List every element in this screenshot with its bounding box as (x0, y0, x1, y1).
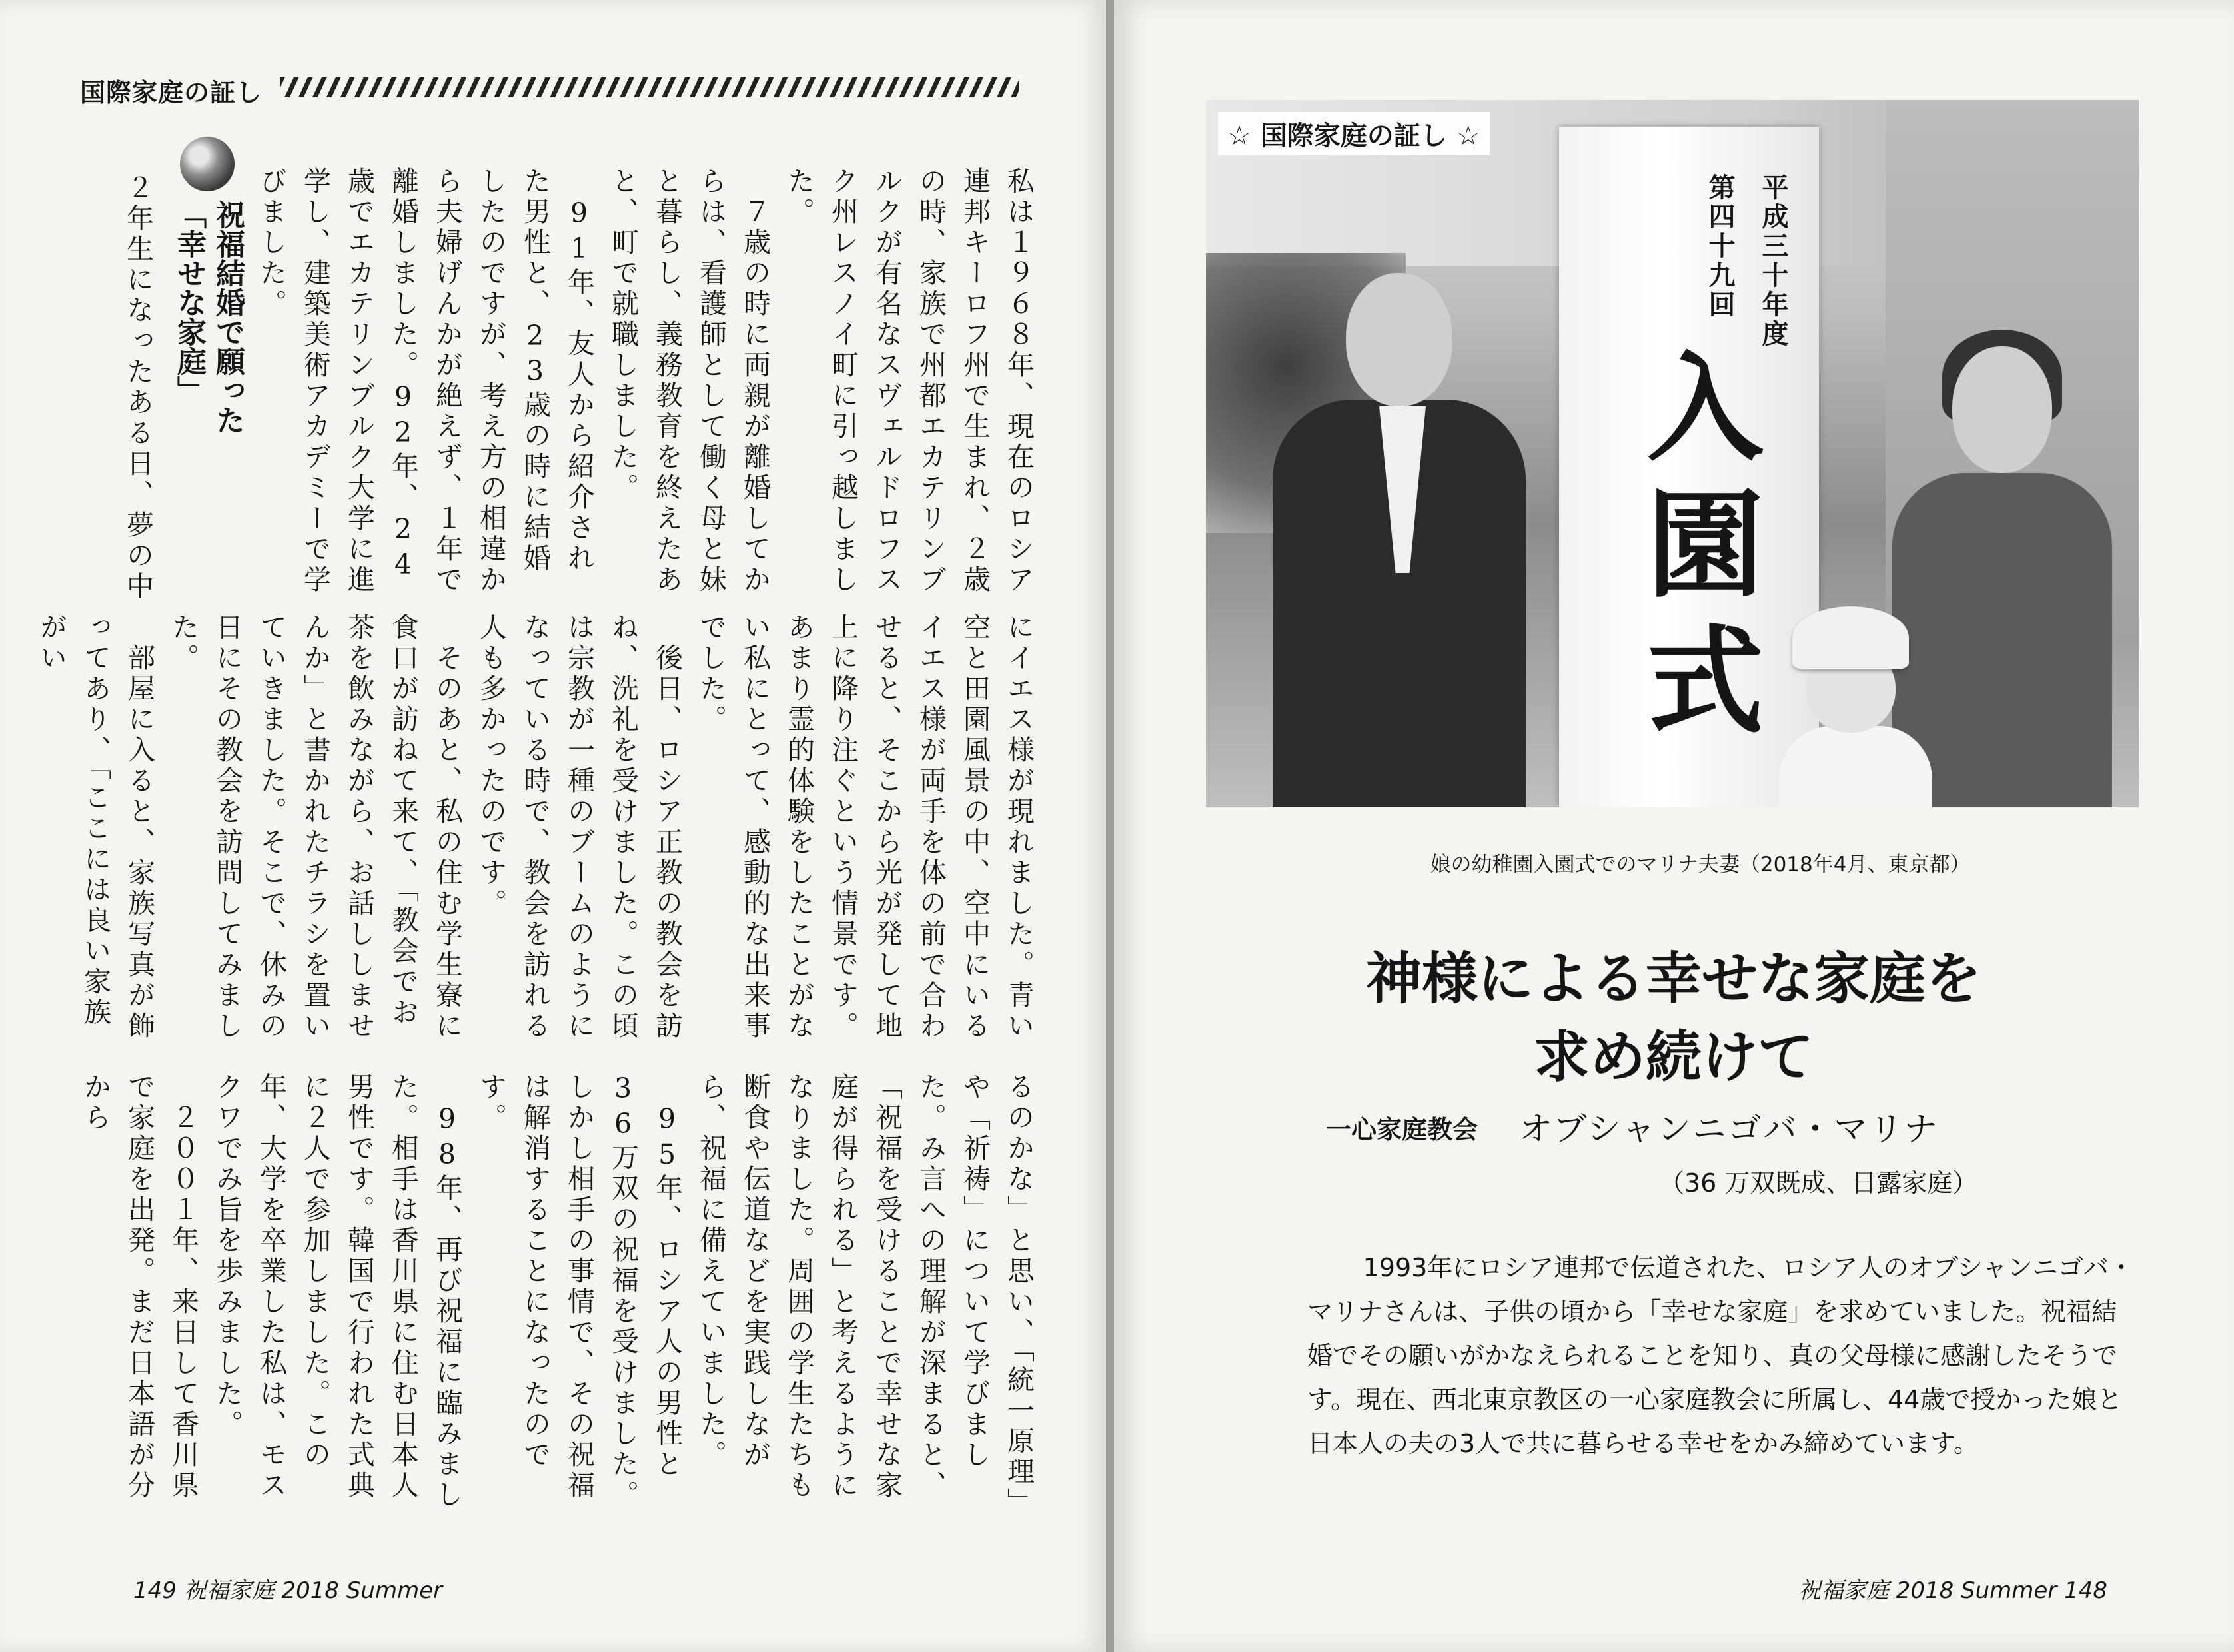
subheading: 祝福結婚で願った「幸せな家庭」 (172, 200, 245, 434)
sign-year: 平成三十年度 (1758, 173, 1789, 349)
sign-edition: 第四十九回 (1704, 173, 1736, 320)
article-column-bottom: るのかな」と思い、「統一原理」や「祈祷」について学びました。み言への理解が深まると、「祝福を受けることで幸せな家庭が得られる」と考えるようになりました。周囲の学生たちも断食や伝道などを実践しながら、祝福に備えていました。 95年、ロシア人の男性と36万双の祝福を受けました。しかし相手の事情で、その祝福は解消することになったのです。 98年、再び祝福に臨みました。相手は香川県に住む日本人男性です。韓国で行われた式典に２人で参加しました。この年、大学を卒業した私は、モスクワでみ旨を歩みました。 ２００１年、来日して香川県で家庭を出発。まだ日本語が分から (79, 1072, 1035, 1511)
article-column-top: 私は１９６８年、現在のロシア連邦キーロフ州で生まれ、２歳の時、家族で州都エカテリンブルクが有名なスヴェルドロフスク州レスノイ町に引っ越しました。 ７歳の時に両親が離婚してからは、看護師として働く母と妹と暮らし、義務教育を終えたあと、町で就職しました。 91年、友人から紹介された男性と、23歳の時に結婚したのですが、考え方の相違から夫婦げんかが絶えず、１年で離婚しました。92年、24歳でエカテリンブルク大学に進学し、建築美術アカデミーで学びました。 (255, 167, 1035, 596)
ceremony-sign (1559, 127, 1819, 807)
photo-section-label: ☆ 国際家庭の証し ☆ (1218, 112, 1490, 155)
wife-head (1952, 346, 2052, 473)
header-stripe-decoration (280, 77, 1019, 97)
earth-icon (180, 137, 235, 191)
article-title-text: 神様による幸せな家庭を 求め続けて (1365, 945, 1981, 1090)
byline (1326, 1102, 2139, 1148)
right-page (1114, 0, 2234, 1652)
article-column-lead: ２年生になったある日、夢の中 (122, 173, 154, 602)
photo-daughter (1779, 726, 1932, 807)
article-column-middle: にイエス様が現れました。青い空と田園風景の中、空中にいるイエス様が両手を体の前で合わせると、そこから光が発して地上に降り注ぐという情景です。あまり霊的体験をしたことがない私にとって、感動的な出来事でした。 後日、ロシア正教の教会を訪ね、洗礼を受けました。この頃は宗教が一種のブームのようになっている時で、教会を訪れる人も多かったのです。 そのあと、私の住む学生寮に食口が訪ねて来て、「教会でお茶を飲みながら、お話ししませんか」と書かれたチラシを置いていきました。そこで、休みの日にその教会を訪問してみました。 部屋に入ると、家族写真が飾ってあり、「ここには良い家族がい (35, 613, 1035, 1042)
book-gutter (1106, 0, 1114, 1652)
section-header-label: 国際家庭の証し (80, 78, 263, 107)
daughter-hat (1792, 606, 1909, 669)
author-name: オブシャンニゴバ・マリナ (1519, 1110, 1940, 1148)
sign-main-text: 入園式 (1628, 346, 1764, 756)
lead-paragraph: 1993年にロシア連邦で伝道された、ロシア人のオブシャンニゴバ・マリナさんは、子供の頃から「幸せな家庭」を求めていました。祝福結婚でその願いがかなえられることを知り、真の父母様に感謝したそうです。現在、西北東京教区の一心家庭教会に所属し、44歳で授かった娘と日本人の夫の3人で共に暮らせる幸せをかみ締めています。 (1307, 1253, 2134, 1458)
husband-head (1346, 273, 1452, 406)
section-header (80, 72, 1019, 107)
page-number-left: 149 祝福家庭 2018 Summer (133, 1577, 443, 1604)
church-name: 一心家庭教会 (1326, 1115, 1478, 1144)
photo-husband (1246, 273, 1526, 806)
page-number-right: 祝福家庭 2018 Summer 148 (1798, 1577, 2107, 1604)
marriage-info: （36 万双既成、日露家庭） (1659, 1168, 1978, 1198)
family-photo (1206, 100, 2139, 807)
photo-caption: 娘の幼稚園入園式でのマリナ夫妻（2018年4月、東京都） (1430, 853, 1971, 877)
left-page (0, 0, 1106, 1652)
article-title (1174, 939, 2173, 1096)
